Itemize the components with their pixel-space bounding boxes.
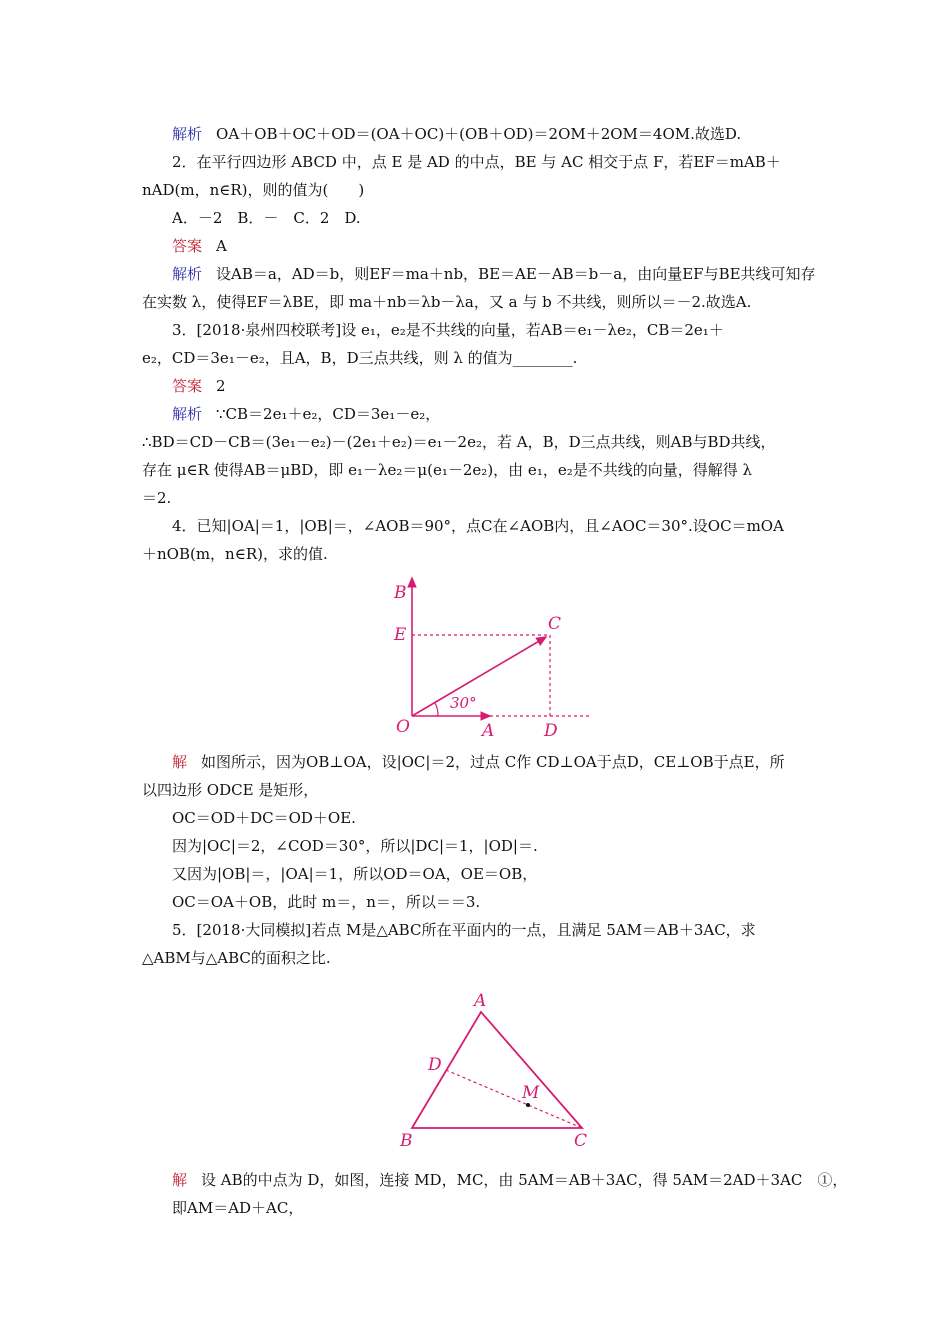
dashed-dc	[446, 1070, 582, 1128]
label-d: D	[544, 721, 558, 741]
point-m	[526, 1103, 530, 1107]
angle-arc	[435, 703, 438, 716]
text-line: 因为|OC|＝2，∠COD＝30°，所以|DC|＝1，|OD|＝.	[172, 837, 538, 855]
text-line: 又因为|OB|＝，|OA|＝1，所以OD＝OA，OE＝OB，	[172, 865, 538, 883]
label-a: A	[482, 721, 495, 741]
text-line: nAD(m，n∈R)，则的值为( )	[142, 181, 365, 199]
vector-oc	[412, 637, 546, 716]
label-c: C	[574, 1131, 588, 1151]
text-line: 2．在平行四边形 ABCD 中，点 E 是 AD 的中点，BE 与 AC 相交于点 F，若EF＝mAB＋	[172, 153, 781, 171]
text-line: 答案 A	[172, 237, 227, 255]
text-line: △ABM与△ABC的面积之比.	[142, 949, 331, 967]
label-b: B	[400, 1131, 413, 1151]
label-a: A	[474, 991, 487, 1011]
label-c: C	[548, 614, 562, 634]
text-line: 以四边形 ODCE 是矩形，	[142, 781, 319, 799]
text-line: 4．已知|OA|＝1，|OB|＝，∠AOB＝90°，点C在∠AOB内，且∠AOC＝30°.设OC＝mOA	[172, 517, 784, 535]
text-line: 解 如图所示，因为OB⊥OA，设|OC|＝2，过点 C作 CD⊥OA于点D，CE⊥OB于点E，所	[172, 753, 785, 771]
text-line: 存在 μ∈R 使得AB＝μBD，即 e₁－λe₂＝μ(e₁－2e₂)，由 e₁，e₂是不共线的向量，得解得 λ	[142, 461, 752, 479]
text-line: 5．[2018·大同模拟]若点 M是△ABC所在平面内的一点，且满足 5AM＝AB＋3AC，求	[172, 921, 756, 939]
angle-label: 30°	[450, 694, 477, 712]
text-line: A．－2 B．－ C．2 D.	[172, 209, 361, 227]
text-line: ＝2.	[142, 489, 172, 507]
label-m: M	[522, 1083, 540, 1103]
text-line: 解析 ∵CB＝2e₁＋e₂，CD＝3e₁－e₂，	[172, 405, 441, 423]
label-d: D	[428, 1055, 442, 1075]
label-o: O	[396, 717, 410, 737]
text-line: ＋nOB(m，n∈R)，求的值.	[142, 545, 328, 563]
text-line: 在实数 λ，使得EF＝λBE，即 ma＋nb＝λb－λa，又 a 与 b 不共线，则所以＝－2.故选A.	[142, 293, 752, 311]
label-b: B	[394, 583, 407, 603]
triangle-figure	[380, 982, 600, 1152]
text-line: ∴BD＝CD－CB＝(3e₁－e₂)－(2e₁＋e₂)＝e₁－2e₂，若 A，B，D三点共线，则AB与BD共线，	[142, 433, 776, 451]
text-line: e₂，CD＝3e₁－e₂，且A，B，D三点共线，则 λ 的值为________.	[142, 349, 578, 367]
text-line: OC＝OA＋OB，此时 m＝，n＝，所以＝＝3.	[172, 893, 481, 911]
text-line: 解 设 AB的中点为 D，如图，连接 MD，MC，由 5AM＝AB＋3AC，得 5AM＝2AD＋3AC ①，	[172, 1171, 848, 1189]
vector-rectangle-figure	[380, 566, 610, 746]
text-line: 解析 设AB＝a，AD＝b，则EF＝ma＋nb，BE＝AE－AB＝b－a，由向量EF与BE共线可知存	[172, 265, 816, 283]
label-e: E	[394, 625, 407, 645]
text-line: OC＝OD＋DC＝OD＋OE.	[172, 809, 356, 827]
text-line: 答案 2	[172, 377, 226, 395]
text-line: 3．[2018·泉州四校联考]设 e₁，e₂是不共线的向量，若AB＝e₁－λe₂，CB＝2e₁＋	[172, 321, 724, 339]
text-line: 解析 OA＋OB＋OC＋OD＝(OA＋OC)＋(OB＋OD)＝2OM＋2OM＝4OM.故选D.	[172, 125, 742, 143]
text-line: 即AM＝AD＋AC，	[172, 1199, 304, 1217]
